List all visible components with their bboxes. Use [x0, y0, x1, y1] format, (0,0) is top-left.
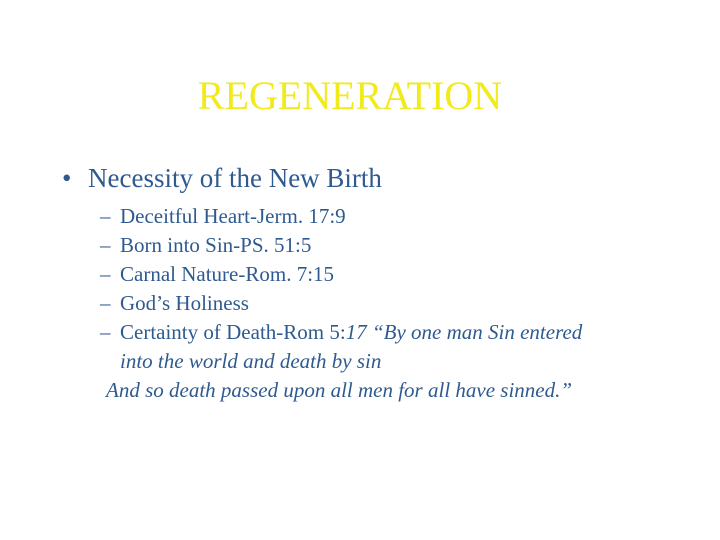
sub-bullet-item	[100, 202, 700, 231]
quote-continuation: into the world and death by sin	[120, 349, 382, 373]
main-bullet	[62, 160, 382, 196]
slide-title: REGENERATION	[197, 73, 503, 118]
dash-marker: –	[100, 262, 111, 286]
main-bullet-text: Necessity of the New Birth	[88, 163, 382, 193]
sub-bullet-text: Certainty of Death-Rom 5:	[120, 320, 346, 344]
sub-bullet-item	[100, 289, 700, 318]
dash-marker: –	[100, 320, 111, 344]
sub-bullet-item	[100, 260, 700, 289]
sub-bullet-item	[100, 318, 700, 347]
sub-bullet-item	[100, 231, 700, 260]
dash-marker: –	[100, 204, 111, 228]
sub-bullet-list	[100, 202, 700, 405]
sub-bullet-text: Carnal Nature-Rom. 7:15	[120, 262, 335, 286]
sub-bullet-text: Born into Sin-PS. 51:5	[120, 233, 312, 257]
sub-bullet-text: Deceitful Heart-Jerm. 17:9	[120, 204, 346, 228]
scripture-quote: 17 “By one man Sin entered	[345, 320, 583, 344]
sub-bullet-text: God’s Holiness	[120, 291, 249, 315]
quote-continuation: And so death passed upon all men for all have sinned.”	[106, 378, 573, 402]
dash-marker: –	[100, 291, 111, 315]
dash-marker: –	[100, 233, 111, 257]
bullet-marker: •	[62, 163, 72, 193]
